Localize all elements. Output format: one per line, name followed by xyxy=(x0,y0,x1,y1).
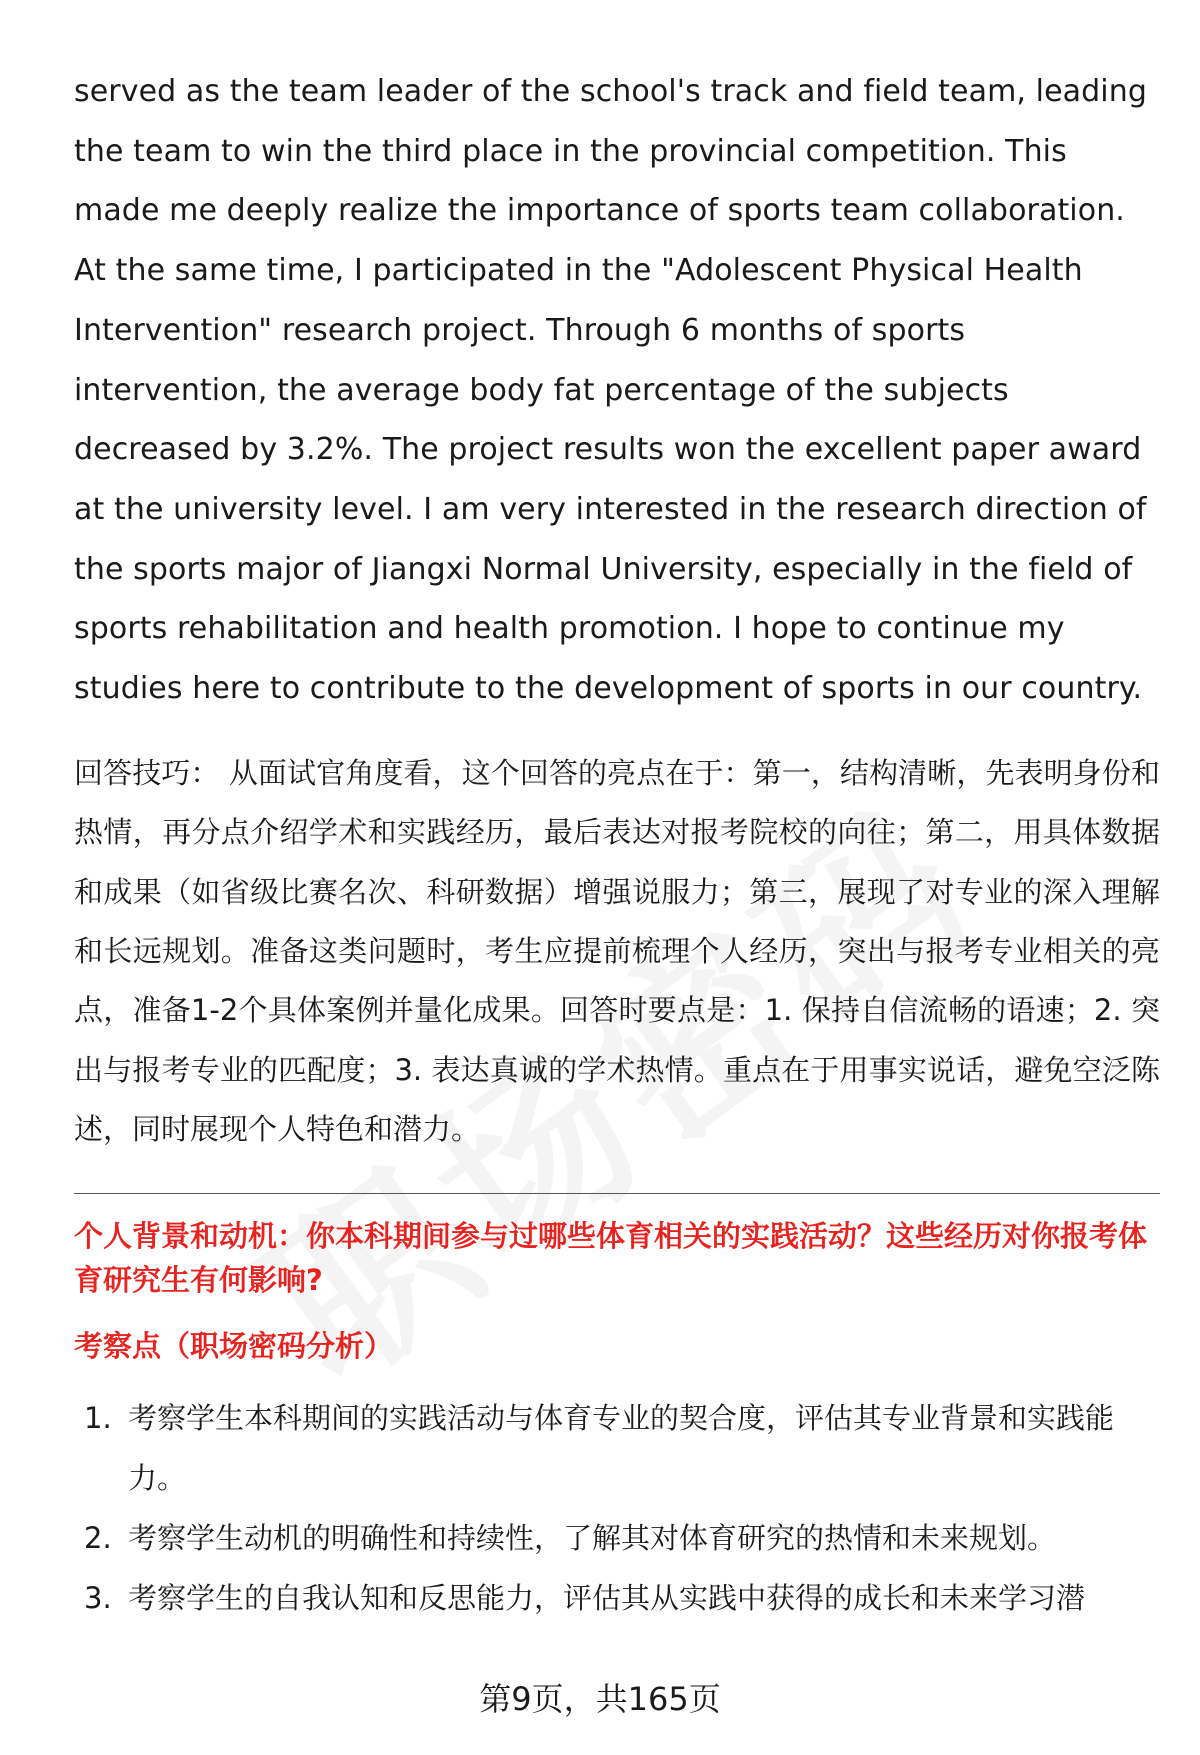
section-title: 考察点（职场密码分析） xyxy=(74,1328,394,1363)
list-item xyxy=(74,1388,1160,1508)
page-footer: 第9页，共165页 xyxy=(479,1680,721,1718)
points-list xyxy=(74,1388,1160,1628)
section-divider xyxy=(74,1193,1160,1194)
list-item-number: 3. xyxy=(84,1580,112,1615)
question-heading: 个人背景和动机：你本科期间参与过哪些体育相关的实践活动？这些经历对你报考体育研究生有何影响? xyxy=(74,1218,1148,1297)
intro-paragraph: served as the team leader of the school's track and field team, leading the team to win the third place in the provincial competition. This made me deeply realize the importance of sports team collaboration. At the same time, I participated in the "Adolescent Physical Health Intervention" research project. Through 6 months of sports intervention, the average body fat percentage of the subjects decreased by 3.2%. The project results won the excellent paper award at the university level. I am very interested in the research direction of the sports major of Jiangxi Normal University, especially in the field of sports rehabilitation and health promotion. I hope to continue my studies here to contribute to the development of sports in our country. xyxy=(74,74,1147,707)
list-item xyxy=(74,1508,1160,1568)
list-item-number: 2. xyxy=(84,1520,112,1555)
list-item-text: 考察学生本科期间的实践活动与体育专业的契合度，评估其专业背景和实践能力。 xyxy=(128,1400,1115,1495)
list-item-text: 考察学生动机的明确性和持续性，了解其对体育研究的热情和未来规划。 xyxy=(128,1520,1057,1555)
document-page xyxy=(74,62,1160,1628)
list-item xyxy=(74,1568,1160,1628)
list-item-text: 考察学生的自我认知和反思能力，评估其从实践中获得的成长和未来学习潜 xyxy=(128,1580,1086,1615)
tips-paragraph: 回答技巧： 从面试官角度看，这个回答的亮点在于：第一，结构清晰，先表明身份和热情，再分点介绍学术和实践经历，最后表达对报考院校的向往；第二，用具体数据和成果（如省级比赛名次、科研数据）增强说服力；第三，展现了对专业的深入理解和长远规划。准备这类问题时，考生应提前梳理个人经历，突出与报考专业相关的亮点，准备1-2个具体案例并量化成果。回答时要点是：1. 保持自信流畅的语速；2. 突出与报考专业的匹配度；3. 表达真诚的学术热情。重点在于用事实说话，避免空泛陈述，同时展现个人特色和潜力。 xyxy=(74,755,1160,1147)
list-item-number: 1. xyxy=(84,1400,112,1435)
